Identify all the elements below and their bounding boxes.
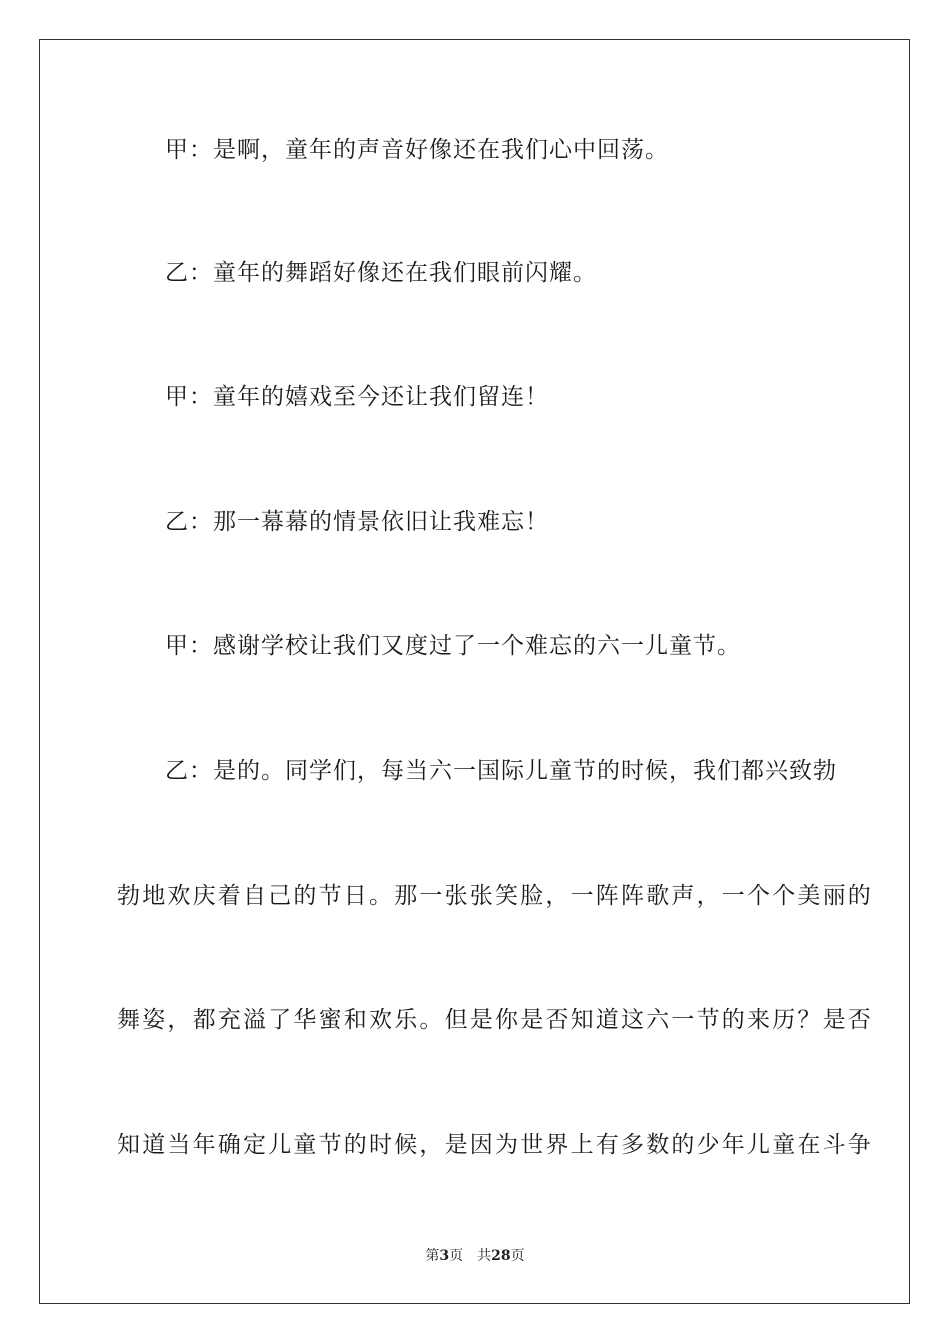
dialogue-line-4: 乙：那一幕幕的情景依旧让我难忘！ (165, 509, 549, 535)
page-prefix: 第 (425, 1248, 440, 1264)
total-page-count: 28 (491, 1248, 511, 1264)
total-suffix: 页 (510, 1248, 525, 1264)
paragraph-line-2: 勃地欢庆着自己的节日。那一张张笑脸，一阵阵歌声，一个个美丽的 (117, 883, 873, 909)
current-page-number: 3 (439, 1248, 450, 1264)
total-prefix: 共 (477, 1248, 492, 1264)
page-suffix: 页 (449, 1248, 464, 1264)
paragraph-line-4: 知道当年确定儿童节的时候，是因为世界上有多数的少年儿童在斗争 (117, 1132, 873, 1158)
dialogue-line-5: 甲：感谢学校让我们又度过了一个难忘的六一儿童节。 (165, 633, 741, 659)
page-border (39, 39, 910, 1304)
paragraph-line-3: 舞姿，都充溢了华蜜和欢乐。但是你是否知道这六一节的来历？是否 (117, 1007, 873, 1033)
dialogue-line-2: 乙：童年的舞蹈好像还在我们眼前闪耀。 (165, 260, 597, 286)
page-footer (0, 1247, 950, 1265)
dialogue-line-3: 甲：童年的嬉戏至今还让我们留连！ (165, 384, 549, 410)
dialogue-line-1: 甲：是啊，童年的声音好像还在我们心中回荡。 (165, 137, 669, 163)
paragraph-line-1: 乙：是的。同学们，每当六一国际儿童节的时候，我们都兴致勃 (165, 758, 837, 784)
